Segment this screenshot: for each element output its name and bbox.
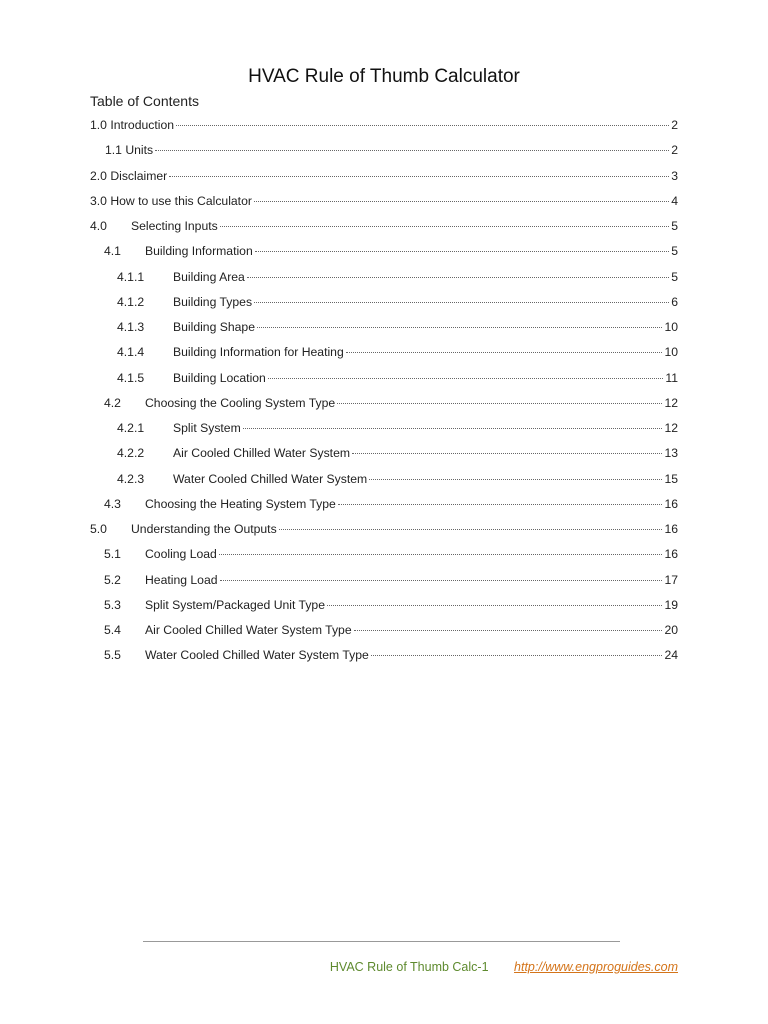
toc-entry[interactable]: [90, 570, 678, 595]
toc-dot-leader: [279, 529, 663, 530]
toc-entry-title: 2.0 Disclaimer: [90, 168, 168, 183]
toc-page-number: 2: [671, 143, 678, 158]
toc-entry-number: 4.1.5: [117, 370, 145, 385]
toc-page-number: 13: [664, 446, 678, 461]
toc-page-number: 17: [664, 572, 678, 587]
toc-entry-number: 5.3: [104, 597, 121, 612]
toc-entry-title: 1.0 Introduction: [90, 118, 175, 132]
toc-entry[interactable]: [90, 342, 678, 367]
toc-entry[interactable]: [90, 443, 678, 468]
toc-page-number: 20: [664, 623, 678, 637]
toc-entry[interactable]: [90, 469, 678, 494]
toc-entry[interactable]: [90, 519, 678, 544]
toc-entry[interactable]: [90, 267, 678, 292]
toc-dot-leader: [369, 479, 662, 480]
toc-entry[interactable]: [90, 317, 678, 342]
toc-entry-title: Water Cooled Chilled Water System Type: [145, 648, 369, 663]
toc-page-number: 16: [664, 522, 678, 536]
toc-entry-number: 4.1.1: [117, 269, 145, 284]
toc-entry[interactable]: [90, 115, 678, 140]
toc-dot-leader: [371, 655, 663, 656]
toc-entry[interactable]: [90, 216, 678, 241]
toc-page-number: 5: [671, 269, 678, 284]
toc-entry-number: 4.2.2: [117, 446, 145, 461]
footer-divider: [143, 941, 620, 942]
toc-entry[interactable]: [90, 241, 678, 266]
toc-dot-leader: [268, 378, 664, 379]
toc-page-number: 10: [664, 345, 678, 360]
toc-dot-leader: [338, 504, 663, 505]
toc-entry-number: 4.1.3: [117, 320, 145, 334]
toc-entry[interactable]: [90, 620, 678, 645]
toc-entry-number: 4.3: [104, 496, 121, 511]
toc-page-number: 5: [671, 244, 678, 259]
toc-entry-title: Air Cooled Chilled Water System: [173, 446, 351, 461]
page-footer: [330, 960, 678, 974]
toc-entry-number: 4.1.2: [117, 294, 145, 309]
toc-entry[interactable]: [90, 166, 678, 191]
toc-entry-title: Building Location: [173, 370, 266, 385]
document-title: HVAC Rule of Thumb Calculator: [248, 66, 520, 87]
toc-page-number: 5: [671, 219, 678, 233]
toc-dot-leader: [257, 327, 662, 328]
toc-entry-title: Building Information: [145, 244, 253, 259]
toc-page-number: 19: [664, 597, 678, 612]
toc-entry-number: 4.0: [90, 219, 107, 233]
toc-dot-leader: [243, 428, 663, 429]
toc-dot-leader: [155, 150, 669, 151]
table-of-contents: [90, 115, 678, 671]
toc-entry-number: 5.5: [104, 648, 121, 663]
toc-dot-leader: [220, 226, 669, 227]
toc-page-number: 3: [671, 168, 678, 183]
toc-dot-leader: [254, 201, 669, 202]
toc-page-number: 2: [671, 118, 678, 132]
toc-entry-number: 5.0: [90, 522, 107, 536]
toc-dot-leader: [354, 630, 663, 631]
toc-dot-leader: [220, 580, 663, 581]
toc-entry-title: Air Cooled Chilled Water System Type: [145, 623, 352, 637]
toc-entry-number: 4.2.3: [117, 471, 145, 486]
toc-dot-leader: [327, 605, 662, 606]
toc-dot-leader: [247, 277, 669, 278]
toc-entry-number: 4.1.4: [117, 345, 145, 360]
toc-entry-title: Understanding the Outputs: [131, 522, 277, 536]
toc-dot-leader: [254, 302, 669, 303]
toc-entry[interactable]: [90, 544, 678, 569]
toc-page-number: 10: [664, 320, 678, 334]
toc-dot-leader: [176, 125, 669, 126]
toc-entry-title: Choosing the Heating System Type: [145, 496, 336, 511]
toc-page-number: 15: [664, 471, 678, 486]
toc-dot-leader: [346, 352, 663, 353]
toc-entry-title: 3.0 How to use this Calculator: [90, 193, 252, 208]
toc-dot-leader: [352, 453, 662, 454]
toc-entry[interactable]: [90, 418, 678, 443]
toc-page-number: 12: [664, 421, 678, 435]
toc-entry-title: Building Shape: [173, 320, 255, 334]
toc-entry-title: Selecting Inputs: [131, 219, 218, 233]
toc-entry-title: Building Information for Heating: [173, 345, 344, 360]
toc-entry[interactable]: [90, 191, 678, 216]
toc-entry[interactable]: [90, 393, 678, 418]
toc-entry-number: 5.2: [104, 572, 121, 587]
toc-page-number: 6: [671, 294, 678, 309]
toc-entry-title: Split System/Packaged Unit Type: [145, 597, 325, 612]
toc-page-number: 12: [664, 395, 678, 410]
toc-entry-number: 4.2: [104, 395, 121, 410]
toc-heading: Table of Contents: [90, 93, 199, 109]
toc-entry-title: Building Area: [173, 269, 245, 284]
toc-entry-title: Cooling Load: [145, 547, 217, 562]
toc-entry-number: 4.2.1: [117, 421, 145, 435]
toc-dot-leader: [255, 251, 670, 252]
toc-entry-title: Split System: [173, 421, 241, 435]
toc-entry-title: Heating Load: [145, 572, 218, 587]
toc-page-number: 4: [671, 193, 678, 208]
toc-page-number: 11: [665, 370, 678, 385]
toc-entry-title: Choosing the Cooling System Type: [145, 395, 336, 410]
toc-entry[interactable]: [90, 645, 678, 670]
toc-entry-number: 5.1: [104, 547, 121, 562]
toc-entry[interactable]: [90, 292, 678, 317]
toc-dot-leader: [219, 554, 663, 555]
toc-entry-title: 1.1 Units: [105, 143, 154, 158]
toc-entry-number: 4.1: [104, 244, 121, 259]
toc-entry[interactable]: [90, 368, 678, 393]
toc-dot-leader: [337, 403, 662, 404]
footer-text: HVAC Rule of Thumb Calc-1: [329, 960, 489, 974]
toc-entry[interactable]: [90, 140, 678, 165]
toc-dot-leader: [169, 176, 669, 177]
toc-entry-number: 5.4: [104, 623, 121, 637]
toc-page-number: 24: [664, 648, 678, 663]
toc-entry-title: Water Cooled Chilled Water System: [173, 471, 368, 486]
toc-entry[interactable]: [90, 595, 678, 620]
footer-link[interactable]: http://www.engproguides.com: [514, 960, 678, 974]
toc-page-number: 16: [664, 496, 678, 511]
toc-page-number: 16: [664, 547, 678, 562]
toc-entry[interactable]: [90, 494, 678, 519]
toc-entry-title: Building Types: [173, 294, 253, 309]
